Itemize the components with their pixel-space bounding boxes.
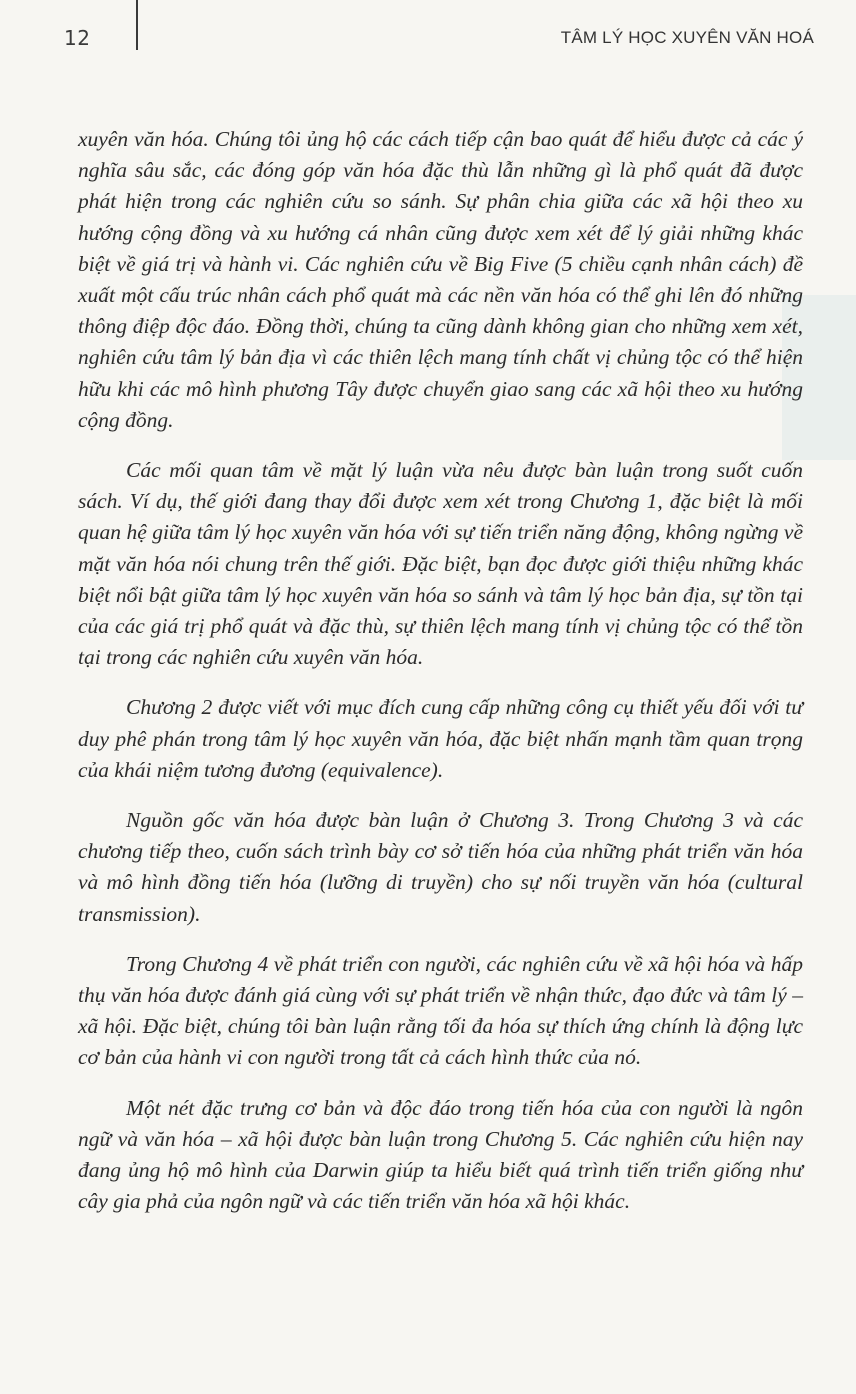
running-title: TÂM LÝ HỌC XUYÊN VĂN HOÁ (560, 28, 814, 47)
paragraph: Trong Chương 4 về phát triển con người, các nghiên cứu về xã hội hóa và hấp thụ văn hóa được đánh giá cùng với sự phát triển về nhận thức, đạo đức và tâm lý – xã hội. Đặc biệt, chúng tôi bàn luận rằng tối đa hóa sự thích ứng chính là động lực cơ bản của hành vi con người trong tất cả cách hình thức của nó. (78, 951, 803, 1070)
header-divider (136, 0, 138, 50)
page-number: 12 (64, 26, 91, 50)
paragraph: Một nét đặc trưng cơ bản và độc đáo trong tiến hóa của con người là ngôn ngữ và văn hóa – xã hội được bàn luận trong Chương 5. Các nghiên cứu hiện nay đang ủng hộ mô hình của Darwin giúp ta hiểu biết quá trình tiến triển giống như cây gia phả của ngôn ngữ và các tiến triển văn hóa xã hội khác. (78, 1095, 803, 1214)
paragraph: xuyên văn hóa. Chúng tôi ủng hộ các cách tiếp cận bao quát để hiểu được cả các ý nghĩa sâu sắc, các đóng góp văn hóa đặc thù lẫn những gì là phổ quát đã được phát hiện trong các nghiên cứu so sánh. Sự phân chia giữa các xã hội theo xu hướng cộng đồng và xu hướng cá nhân cũng được xem xét để lý giải những khác biệt về giá trị và hành vi. Các nghiên cứu về Big Five (5 chiều cạnh nhân cách) đề xuất một cấu trúc nhân cách phổ quát mà các nền văn hóa có thể ghi lên đó những thông điệp độc đáo. Đồng thời, chúng ta cũng dành không gian cho những xem xét, nghiên cứu tâm lý bản địa vì các thiên lệch mang tính chất vị chủng tộc có thể hiện hữu khi các mô hình phương Tây được chuyển giao sang các xã hội theo xu hướng cộng đồng. (78, 127, 803, 432)
paragraph: Chương 2 được viết với mục đích cung cấp những công cụ thiết yếu đối với tư duy phê phán trong tâm lý học xuyên văn hóa, đặc biệt nhấn mạnh tầm quan trọng của khái niệm tương đương (equivalence). (78, 695, 803, 782)
paragraph: Nguồn gốc văn hóa được bàn luận ở Chương 3. Trong Chương 3 và các chương tiếp theo, cuốn sách trình bày cơ sở tiến hóa của những phát triển văn hóa và mô hình đồng tiến hóa (lưỡng di truyền) cho sự nối truyền văn hóa (cultural transmission). (78, 808, 803, 926)
body-text (78, 124, 803, 1237)
page-header (0, 0, 856, 80)
paragraph: Các mối quan tâm về mặt lý luận vừa nêu được bàn luận trong suốt cuốn sách. Ví dụ, thế giới đang thay đổi được xem xét trong Chương 1, đặc biệt là mối quan hệ giữa tâm lý học xuyên văn hóa với sự tiến triển năng động, không ngừng về mặt văn hóa nói chung trên thế giới. Đặc biệt, bạn đọc được giới thiệu những khác biệt nổi bật giữa tâm lý học xuyên văn hóa so sánh và tâm lý học bản địa, sự tồn tại của các giá trị phổ quát và đặc thù, sự thiên lệch mang tính vị chủng tộc có thể tồn tại trong các nghiên cứu xuyên văn hóa. (78, 458, 803, 670)
